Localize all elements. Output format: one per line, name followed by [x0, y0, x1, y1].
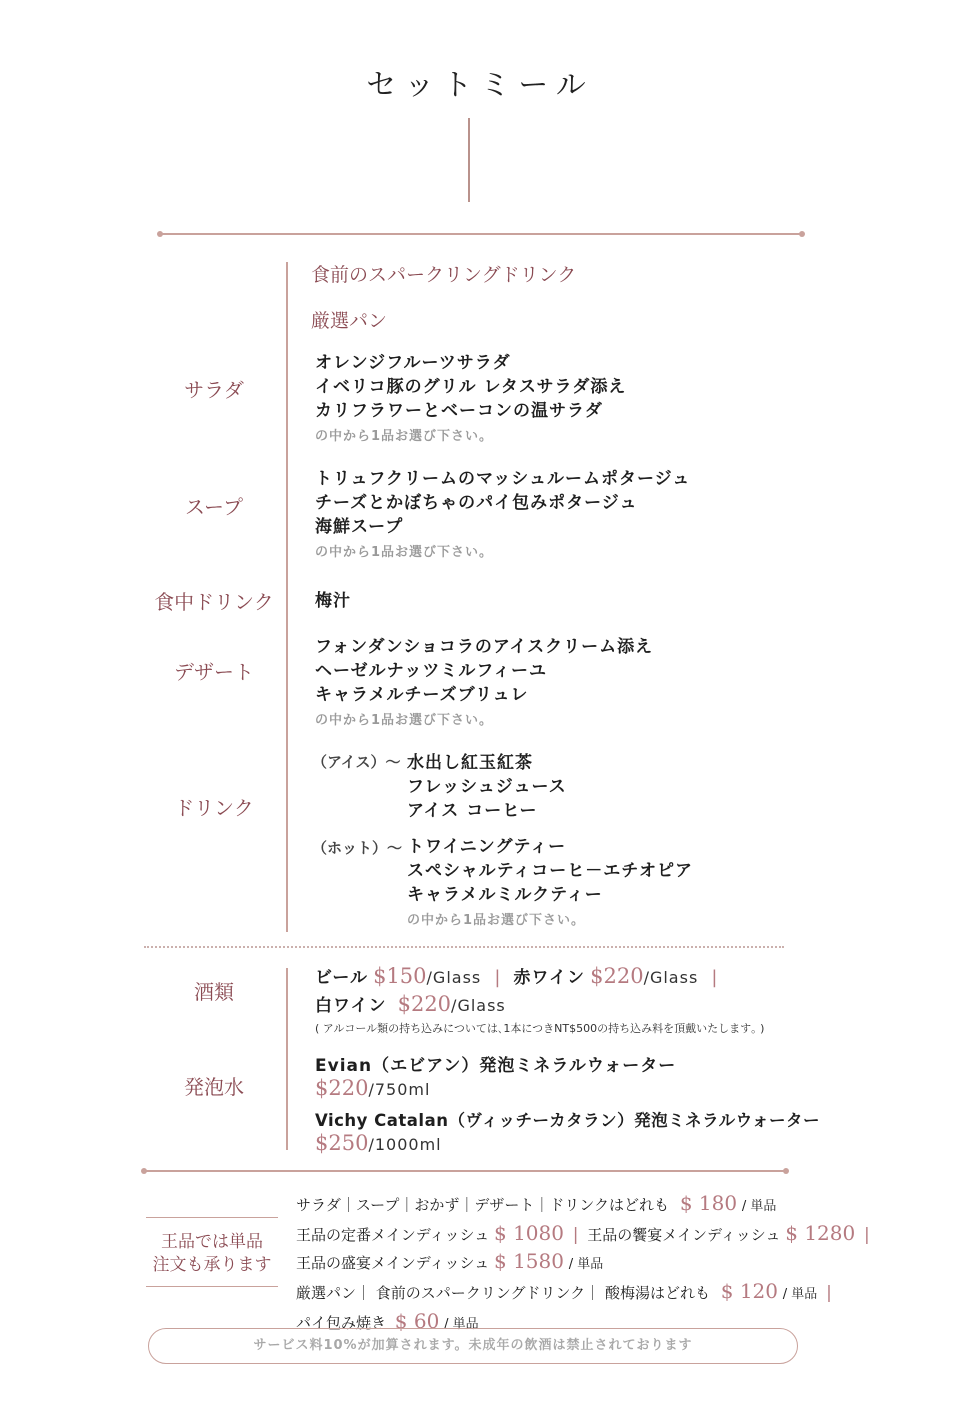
list-item: トリュフクリームのマッシュルームポタージュ [315, 469, 691, 489]
category-alcohol: 酒類 [194, 980, 234, 1004]
ala-carte-row: 厳選パン｜ 食前のスパークリングドリンク｜ 酸梅湯はどれも $ 120 / 単品 | [296, 1279, 832, 1303]
evian-price-line [315, 1076, 430, 1100]
dessert-list [315, 635, 653, 728]
service-charge-notice: サービス料10%が加算されます。未成年の飲酒は禁止されております [148, 1328, 798, 1364]
side-label-rule-top [146, 1217, 278, 1218]
beer-label: ビール [315, 968, 368, 988]
row2a-price: $ 1080 [493, 1221, 564, 1245]
vichy-unit: /1000ml [368, 1135, 442, 1154]
ice-drink-list [407, 751, 567, 823]
row2b-text: 王品の饗宴メインディッシュ [587, 1226, 781, 1244]
list-item: トワイニングティー [407, 837, 567, 857]
row5-unit: / 単品 [444, 1317, 479, 1332]
ala-carte-label [146, 1231, 278, 1277]
salad-list [315, 351, 626, 444]
vichy-price-line [315, 1131, 442, 1155]
ala-carte-row: 王品の定番メインディッシュ $ 1080 | 王品の饗宴メインディッシュ $ 1280 | [296, 1221, 870, 1245]
category-soup: スープ [185, 495, 243, 519]
row1-price: $ 180 [679, 1191, 738, 1215]
evian-price: $220 [315, 1076, 369, 1100]
row5-text: パイ包み焼き [296, 1314, 387, 1332]
row2a-text: 王品の定番メインディッシュ [296, 1226, 490, 1244]
list-item: スペシャルティコーヒ－エチオピア [407, 861, 693, 881]
white-wine-unit: /Glass [451, 996, 506, 1015]
ala-carte-label-line1: 王品では単品 [161, 1232, 263, 1252]
aperitif-item: 食前のスパークリングドリンク [311, 264, 577, 286]
list-item: キャラメルミルクティー [407, 885, 603, 905]
ice-label: （アイス）～ [312, 753, 401, 771]
list-item: オレンジフルーツサラダ [315, 353, 511, 373]
choice-note: の中から1品お選び下さい。 [315, 713, 494, 728]
beer-price: $150 [373, 964, 427, 988]
category-meal-drink: 食中ドリンク [154, 590, 274, 614]
category-sparkling-water: 発泡水 [184, 1075, 244, 1099]
red-wine-price: $220 [590, 964, 644, 988]
list-item: 水出し紅玉紅茶 [407, 753, 533, 773]
category-salad: サラダ [184, 378, 244, 402]
category-dessert: デザート [174, 660, 254, 684]
evian-item: Evian（エビアン）発泡ミネラルウォーター [315, 1056, 677, 1076]
bread-item: 厳選パン [311, 310, 388, 332]
top-rule [160, 233, 802, 235]
row2b-price: $ 1280 [785, 1221, 856, 1245]
choice-note: の中から1品お選び下さい。 [407, 913, 586, 928]
ala-carte-label-line2: 注文も承ります [152, 1255, 272, 1275]
row3-unit: / 単品 [568, 1257, 604, 1272]
list-item: チーズとかぼちゃのパイ包みポタージュ [315, 493, 638, 513]
ala-carte-row [296, 1190, 874, 1220]
page-title: セットミール [366, 68, 594, 103]
hot-drink-list [407, 835, 693, 928]
red-wine-label: 赤ワイン [513, 968, 586, 988]
list-item: 海鮮スープ [315, 517, 404, 537]
side-label-rule-bottom [146, 1286, 278, 1287]
row4-price: $ 120 [720, 1279, 778, 1303]
row4-text: 厳選パン｜ 食前のスパークリングドリンク｜ 酸梅湯はどれも [296, 1284, 710, 1302]
row4-unit: / 単品 [782, 1287, 818, 1302]
soup-list [315, 467, 690, 560]
beer-unit: /Glass [426, 968, 482, 987]
row3a-text: 王品の盛宴メインディッシュ [296, 1254, 490, 1272]
row5-price: $ 60 [394, 1309, 440, 1333]
meal-drink-item: 梅汁 [315, 591, 351, 611]
row1-text: サラダ｜スープ｜おかず｜デザート｜ドリンクはどれも [296, 1196, 670, 1214]
list-item: アイス コーヒー [407, 801, 538, 821]
white-wine-price: $220 [397, 992, 452, 1016]
row1-unit: / 単品 [741, 1199, 777, 1214]
choice-note: の中から1品お選び下さい。 [315, 429, 494, 444]
dotted-divider [144, 946, 784, 948]
red-wine-unit: /Glass [643, 968, 699, 987]
ala-carte-list [296, 1190, 874, 1338]
list-item: カリフラワーとベーコンの温サラダ [315, 401, 603, 421]
ala-carte-row [296, 1248, 874, 1278]
white-wine-label: 白ワイン [315, 996, 387, 1016]
list-item: キャラメルチーズブリュレ [315, 685, 529, 705]
bottom-rule [144, 1170, 786, 1172]
alcohol-row-2 [315, 992, 506, 1018]
vichy-price: $250 [315, 1131, 369, 1155]
alcohol-row-1: ビール $150/Glass | 赤ワイン $220/Glass | [315, 964, 718, 988]
row3a-price: $ 1580 [493, 1249, 564, 1273]
choice-note: の中から1品お選び下さい。 [315, 545, 494, 560]
list-item: フォンダンショコラのアイスクリーム添え [315, 637, 654, 657]
list-item: イベリコ豚のグリル レタスサラダ添え [315, 377, 627, 397]
list-item: ヘーゼルナッツミルフィーユ [315, 661, 547, 681]
title-divider [468, 118, 470, 202]
hot-label: （ホット）～ [312, 839, 403, 857]
list-item: フレッシュジュース [407, 777, 567, 797]
vichy-item: Vichy Catalan（ヴィッチーカタラン）発泡ミネラルウォーター [315, 1111, 820, 1130]
alcohol-note: ( アルコール類の持ち込みについては､1本につきNT$500の持ち込み料を頂戴いたします｡ ) [315, 1022, 765, 1035]
evian-unit: /750ml [368, 1080, 431, 1099]
category-drink: ドリンク [174, 796, 254, 820]
